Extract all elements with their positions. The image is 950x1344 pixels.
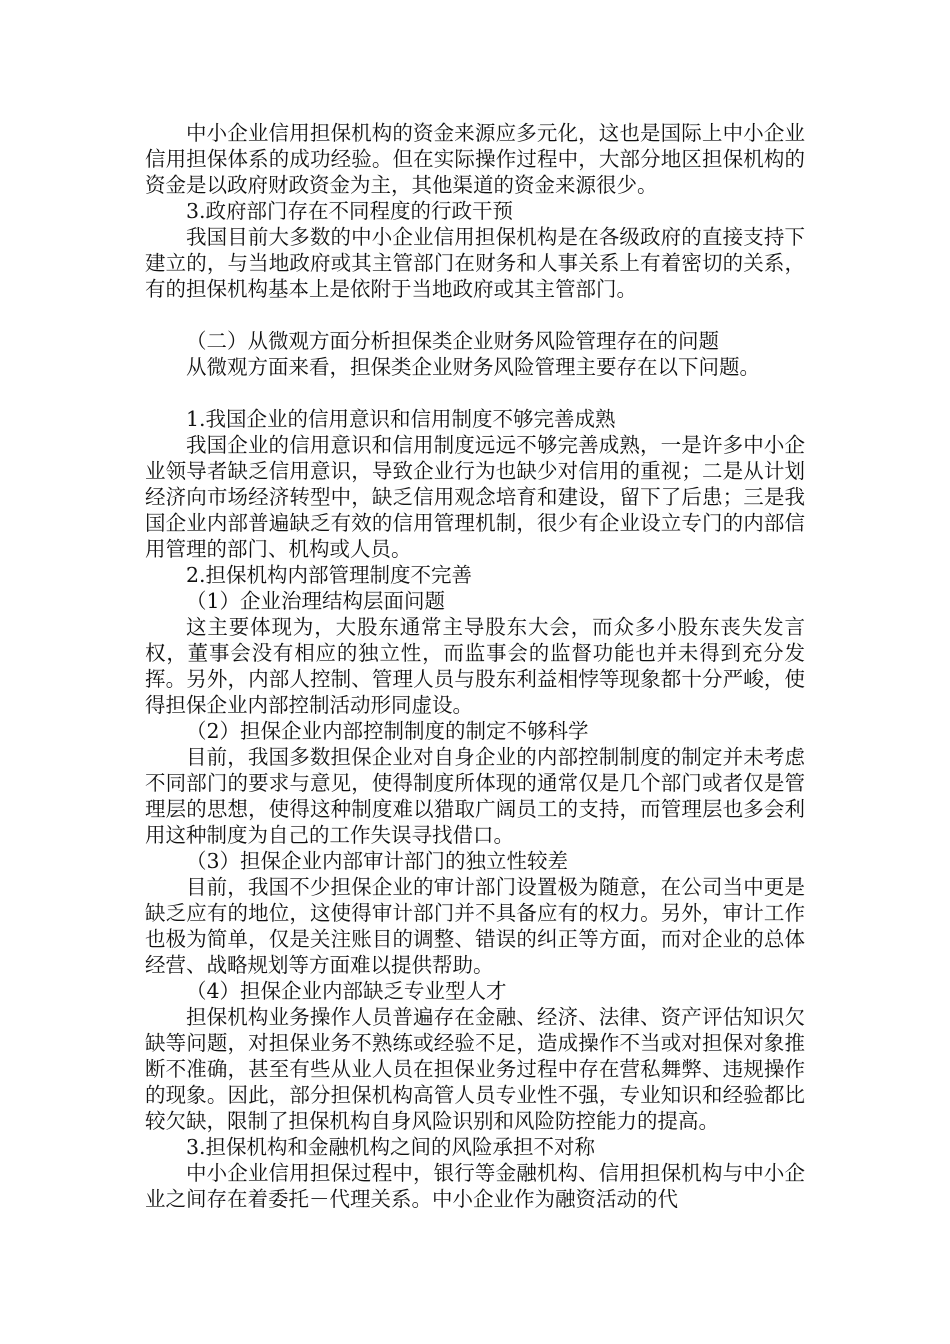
heading-internal-management: 2.担保机构内部管理制度不完善 [186,563,473,587]
heading-risk-asymmetry: 3.担保机构和金融机构之间的风险承担不对称 [186,1135,596,1159]
paragraph-credit-awareness: 我国企业的信用意识和信用制度远远不够完善成熟，一是许多中小企业领导者缺乏信用意识，导致企业行为也缺少对信用的重视；二是从计划经济向市场经济转型中，缺乏信用观念培育和建设，留下了后患；三是我国企业内部普遍缺乏有效的信用管理机制，很少有企业设立专门的内部信用管理的部门、机构或人员。 [145,433,805,561]
paragraph-governance-structure: 这主要体现为，大股东通常主导股东大会，而众多小股东丧失发言权，董事会没有相应的独立性，而监事会的监督功能也并未得到充分发挥。另外，内部人控制、管理人员与股东利益相悖等现象都十分严峻，使得担保企业内部控制活动形同虚设。 [145,615,805,717]
subheading-governance-structure: （1）企业治理结构层面问题 [186,589,446,613]
subheading-professional-talent: （4）担保企业内部缺乏专业型人才 [186,979,507,1003]
spacer [145,380,805,406]
paragraph-risk-asymmetry: 中小企业信用担保过程中，银行等金融机构、信用担保机构与中小企业之间存在着委托－代理关系。中小企业作为融资活动的代 [145,1161,805,1211]
spacer [145,302,805,328]
paragraph-internal-audit: 目前，我国不少担保企业的审计部门设置极为随意，在公司当中更是缺乏应有的地位，这使得审计部门并不具备应有的权力。另外，审计工作也极为简单，仅是关注账目的调整、错误的纠正等方面，而对企业的总体经营、战略规划等方面难以提供帮助。 [145,875,805,977]
paragraph-funding-sources: 中小企业信用担保机构的资金来源应多元化，这也是国际上中小企业信用担保体系的成功经验。但在实际操作过程中，大部分地区担保机构的资金是以政府财政资金为主，其他渠道的资金来源很少。 [145,121,805,197]
document-page [145,120,805,1212]
heading-credit-awareness: 1.我国企业的信用意识和信用制度不够完善成熟 [186,407,616,431]
paragraph-micro-intro: 从微观方面来看，担保类企业财务风险管理主要存在以下问题。 [186,355,760,379]
subheading-internal-audit: （3）担保企业内部审计部门的独立性较差 [186,849,569,873]
paragraph-internal-control: 目前，我国多数担保企业对自身企业的内部控制制度的制定并未考虑不同部门的要求与意见，使得制度所体现的通常仅是几个部门或者仅是管理层的思想，使得这种制度难以猎取广阔员工的支持，而管理层也多会利用这种制度为自己的工作失误寻找借口。 [145,745,805,847]
heading-government-intervention: 3.政府部门存在不同程度的行政干预 [186,199,514,223]
paragraph-professional-talent: 担保机构业务操作人员普遍存在金融、经济、法律、资产评估知识欠缺等问题，对担保业务不熟练或经验不足，造成操作不当或对担保对象推断不准确，甚至有些从业人员在担保业务过程中存在营私舞弊、违规操作的现象。因此，部分担保机构高管人员专业性不强，专业知识和经验都比较欠缺，限制了担保机构自身风险识别和风险防控能力的提高。 [145,1005,805,1133]
paragraph-government-intervention: 我国目前大多数的中小企业信用担保机构是在各级政府的直接支持下建立的，与当地政府或其主管部门在财务和人事关系上有着密切的关系，有的担保机构基本上是依附于当地政府或其主管部门。 [145,225,805,301]
heading-micro-analysis: （二）从微观方面分析担保类企业财务风险管理存在的问题 [186,329,719,353]
subheading-internal-control: （2）担保企业内部控制制度的制定不够科学 [186,719,589,743]
